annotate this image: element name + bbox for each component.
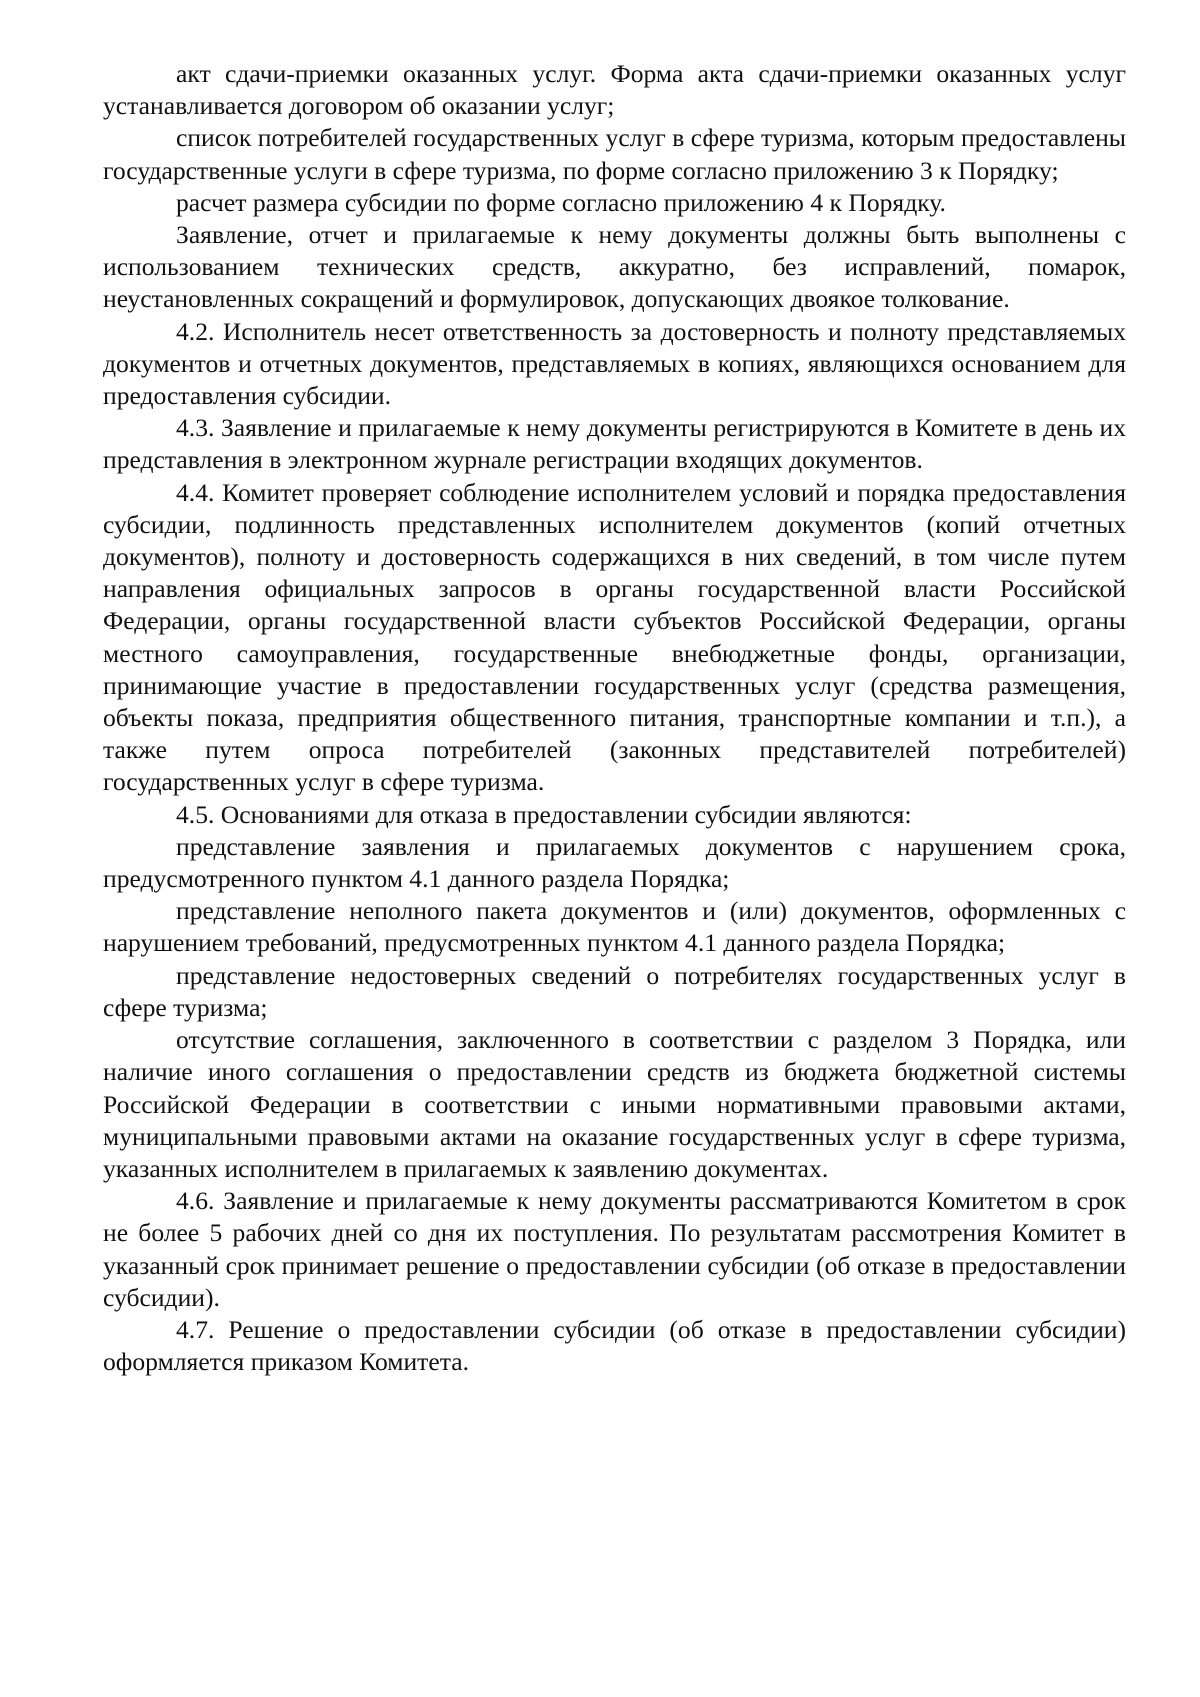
paragraph-refusal-late-submission: представление заявления и прилагаемых документов с нарушением срока, предусмотренного пунктом 4.1 данного раздела Порядка; — [103, 831, 1126, 894]
paragraph-refusal-incomplete-package: представление неполного пакета документов и (или) документов, оформленных с нарушением требований, предусмотренных пунктом 4.1 данного раздела Порядка; — [103, 896, 1126, 958]
paragraph-4-4: 4.4. Комитет проверяет соблюдение исполнителем условий и порядка предоставления субсидии, подлинность представленных исполнителем документов (копий отчетных документов), полноту и достоверность содержащихся в них сведений, в том числе путем направления официальных запросов в органы государственной власти Российской Федерации, органы государственной власти субъектов Российской Федерации, органы местного самоуправления, государственные внебюджетные фонды, организации, принимающие участие в предоставлении государственных услуг (средства размещения, объекты показа, предприятия общественного питания, транспортные компании и т.п.), а также путем опроса потребителей (законных представителей потребителей) государственных услуг в сфере туризма. — [103, 477, 1126, 797]
paragraph-act-acceptance: акт сдачи-приемки оказанных услуг. Форма акта сдачи-приемки оказанных услуг устанавливается договором об оказании услуг; — [103, 59, 1126, 121]
paragraph-consumer-list: список потребителей государственных услуг в сфере туризма, которым предоставлены государственные услуги в сфере туризма, по форме согласно приложению 3 к Порядку; — [103, 123, 1126, 185]
document-body — [103, 58, 1126, 1378]
paragraph-subsidy-calculation: расчет размера субсидии по форме согласно приложению 4 к Порядку. — [176, 187, 946, 217]
paragraph-4-3: 4.3. Заявление и прилагаемые к нему документы регистрируются в Комитете в день их представления в электронном журнале регистрации входящих документов. — [103, 413, 1126, 475]
paragraph-document-requirements: Заявление, отчет и прилагаемые к нему документы должны быть выполнены с использованием технических средств, аккуратно, без исправлений, помарок, неустановленных сокращений и формулировок, допускающих двоякое толкование. — [103, 220, 1126, 314]
paragraph-4-7: 4.7. Решение о предоставлении субсидии (об отказе в предоставлении субсидии) оформляется приказом Комитета. — [103, 1314, 1126, 1377]
paragraph-refusal-false-info: представление недостоверных сведений о потребителях государственных услуг в сфере туризма; — [103, 960, 1126, 1022]
paragraph-refusal-no-agreement: отсутствие соглашения, заключенного в соответствии с разделом 3 Порядка, или наличие иного соглашения о предоставлении средств из бюджета бюджетной системы Российской Федерации в соответствии с иными нормативными правовыми актами, муниципальными правовыми актами на оказание государственных услуг в сфере туризма, указанных исполнителем в прилагаемых к заявлению документах. — [103, 1025, 1126, 1183]
paragraph-4-2: 4.2. Исполнитель несет ответственность за достоверность и полноту представляемых документов и отчетных документов, представляемых в копиях, являющихся основанием для предоставления субсидии. — [103, 316, 1126, 411]
paragraph-4-5: 4.5. Основаниями для отказа в предоставлении субсидии являются: — [176, 799, 912, 829]
paragraph-4-6: 4.6. Заявление и прилагаемые к нему документы рассматриваются Комитетом в срок не более 5 рабочих дней со дня их поступления. По результатам рассмотрения Комитет в указанный срок принимает решение о предоставлении субсидии (об отказе в предоставлении субсидии). — [103, 1186, 1126, 1312]
